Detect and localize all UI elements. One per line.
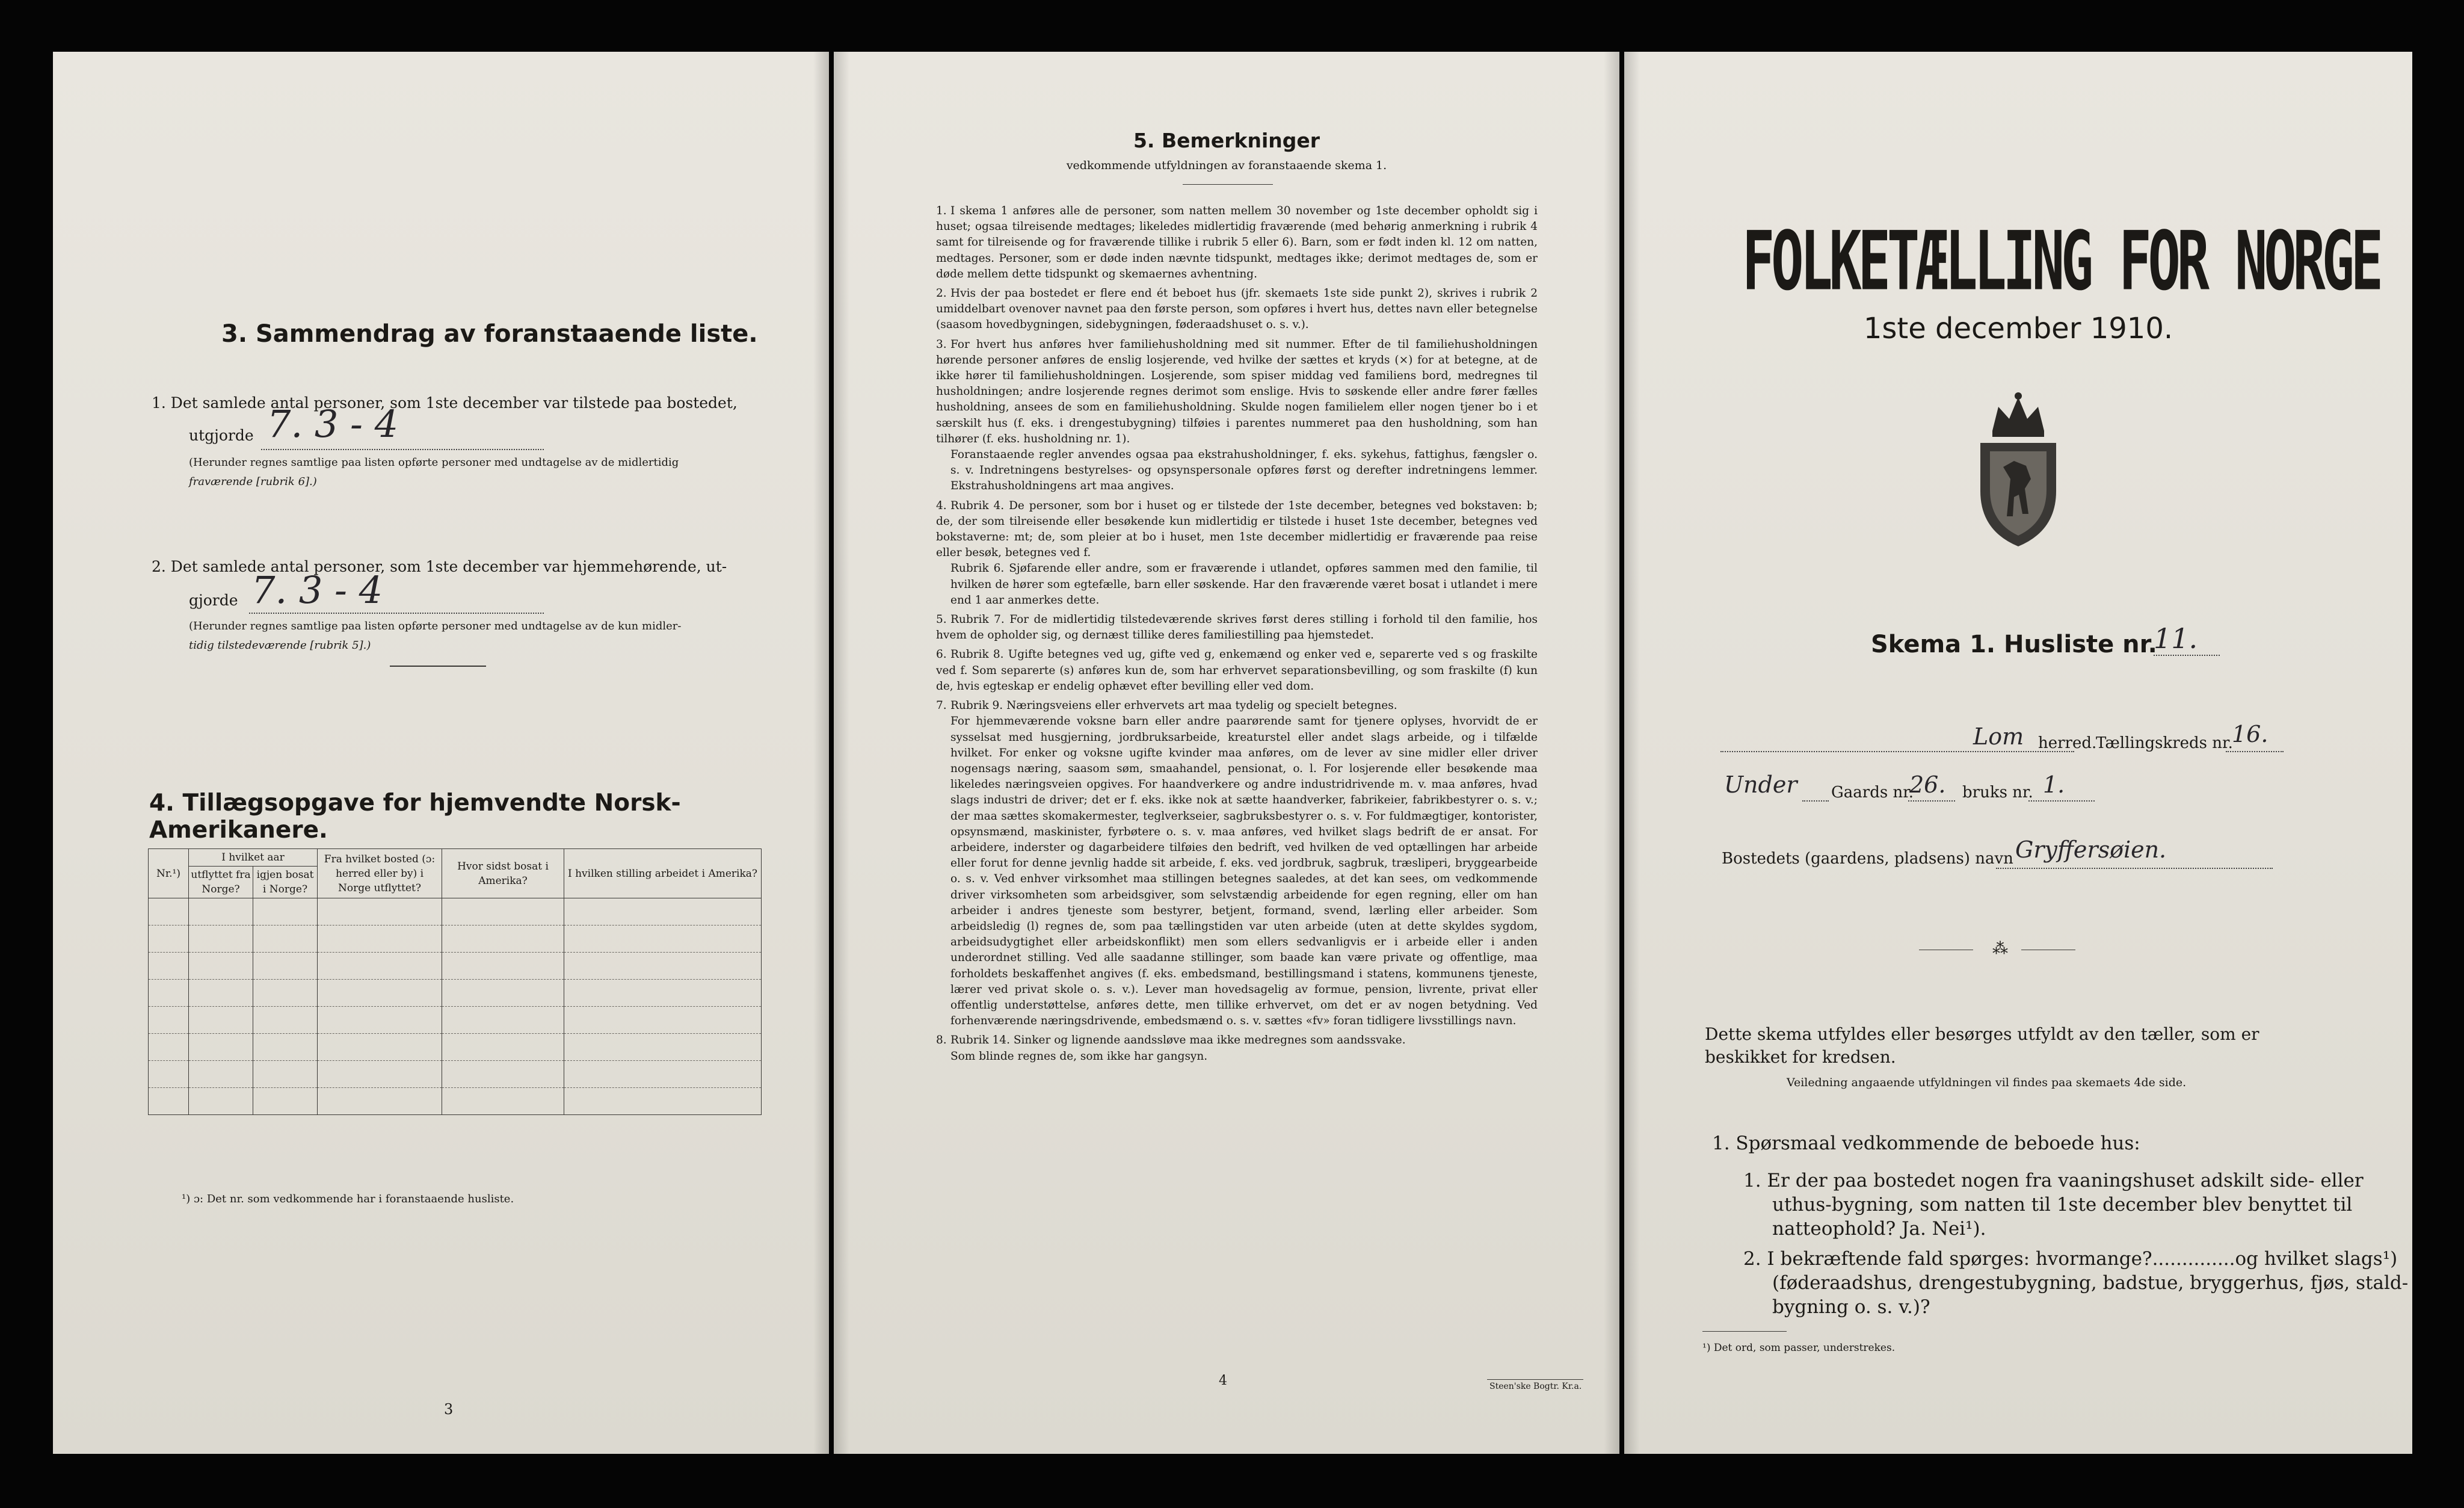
kreds-handwritten: 16. (2232, 721, 2268, 747)
page-fold-shadow-left (834, 52, 849, 1454)
remarks-subheading: vedkommende utfyldningen av foranstaaende skema 1. (1066, 159, 1387, 172)
herred-label: herred. (2038, 734, 2097, 752)
divider (1487, 1379, 1583, 1380)
col-emigrated: utflyttet fra Norge? (189, 867, 253, 898)
table-row (149, 898, 762, 926)
q1-note-line1: (Herunder regnes samtlige paa listen opførte personer med undtagelse av de midlertidig (189, 456, 679, 469)
census-title: FOLKETÆLLING FOR NORGE (1742, 214, 2380, 309)
q2-note-line2: tidig tilstedeværende [rubrik 5].) (189, 639, 371, 652)
bosted-answer-line (1996, 868, 2273, 869)
remark-item-7: 7. Rubrik 9. Næringsveiens eller erhvervets art maa tydelig og specielt betegnes. For hjemmeværende voksne barn eller andre paarørende samt for tjenere oplyses, hvorvidt de er sysselsat med husgjerning, jordbruksarbeide, kreaturstel eller andet slags arbeide, og i tilfælde hvilket. For enker og voksne ugifte kvinder maa anføres, om de lever av sine midler eller driver nogensags næring, saasom søm, smaahandel, pensionat, o. l. For losjerende eller besøkende maa likeledes næringsveien opgives. For haandverkere og andre industridrivende m. v. maa anføres, hvad slags industri de driver; det er f. eks. ikke nok at sætte haandverker, fabrikeier, fabrikbestyrer o. s. v.; der maa sættes skomakermester, teglverkseier, sagbruksbestyrer o. s. v. For fuldmægtiger, kontorister, opsynsmænd, maskinister, fyrbøtere o. s. v. maa anføres, ved hvilket slags bedrift de er ansat. For arbeidere, inderster og dagarbeidere tilføies den bedrift, ved hvilken de ved optællingen har arbeide eller forut for denne jevnlig hadde sit arbeide, f. eks. ved jordbruk, sagbruk, træsliperi, bryggearbeide o. s. v. Ved enhver virksomhet maa stillingen betegnes saaledes, at det kan sees, om vedkommende driver virksomheten som arbeidsgiver, som selvstændig arbeidende for egen regning, eller om han arbeider i andres tjeneste som bestyrer, betjent, formand, svend, lærling eller arbeider. Som arbeidsledig (l) regnes de, som paa tællingstiden var uten arbeide (uten at dette skyldes sygdom, arbeidsudygtighet eller arbeidskonflikt) men som ellers sedvanligvis er i arbeide eller i anden underordnet stilling. Ved alle saadanne stillinger, som baade kan være private og offentlige, maa forholdets beskaffenhet angives (f. eks. embedsmand, bestillingsmand i statens, kommunens tjeneste, lærer ved privat skole o. s. v.). Lever man hovedsagelig av formue, pension, livrente, privat eller offentlig understøttelse, anføres dette, men tillike erhvervet, om det er av nogen betydning. Ved forhenværende næringsdrivende, embedsmænd o. s. v. sættes «fv» foran tidligere livsstillings navn. (936, 699, 1538, 1028)
col-last-residence: Hvor sidst bosat i Amerika? (442, 849, 564, 898)
page-footnote: ¹) Det ord, som passer, understrekes. (1702, 1342, 1896, 1354)
section3-heading: 3. Sammendrag av foranstaaende liste. (221, 320, 758, 348)
remark-item-3: 3. For hvert hus anføres hver familiehusholdning med sit nummer. Efter de til familiehusholdningen hørende personer anføres de enslig losjerende, ved hvilke der sættes et kryds (×) for at betegne, at de ikke hører til familiehusholdningen. Losjerende, som spiser middag ved familiens bord, medregnes til husholdningen; andre losjerende regnes derimot som enslige. Hvis to søskende eller andre fører fælles husholdning, ansees de som en familiehusholdning. Skulde nogen familielem eller nogen tjener bo i et særskilt hus (f. eks. i drengestubygning) tilføies i parentes nummeret paa den husholdning, som han tilhører (f. eks. husholdning nr. 1). Foranstaaende regler anvendes ogsaa paa ekstrahusholdninger, f. eks. sykehus, fattighus, fængsler o. s. v. Indretningens bestyrelses- og opsynspersonale opføres først og derefter indretningens lemmer. Ekstrahusholdningens art maa angives. (936, 338, 1538, 493)
page-fold-shadow (813, 52, 829, 1454)
bruk-nr-handwritten: 1. (2043, 771, 2065, 798)
q1-note-line2: fraværende [rubrik 6].) (189, 475, 317, 488)
house-q2-line1: 2. I bekræftende fald spørges: hvormange?..............og hvilket slags¹) (1743, 1248, 2398, 1270)
house-q2-line3: bygning o. s. v.)? (1772, 1296, 1930, 1318)
intro-line1: Dette skema utfyldes eller besørges utfyldt av den tæller, som er (1705, 1024, 2259, 1044)
col-from-where: Fra hvilket bosted (ɔ: herred eller by) i Norge utflyttet? (318, 849, 442, 898)
q2-line1: 2. Det samlede antal personer, som 1ste december var hjemmehørende, ut- (152, 558, 727, 575)
gaard-answer-line (1802, 800, 1829, 802)
col-nr: Nr.¹) (149, 849, 189, 898)
table-row (149, 1061, 762, 1088)
q1-answer-line (261, 449, 544, 450)
table-row (149, 1034, 762, 1061)
table-row (149, 1007, 762, 1034)
skema-label: Skema 1. Husliste nr. (1871, 631, 2157, 658)
bruk-label: bruks nr. (1962, 783, 2033, 802)
remarks-heading: 5. Bemerkninger (1133, 129, 1320, 152)
table-footnote: ¹) ɔ: Det nr. som vedkommende har i foranstaaende husliste. (182, 1193, 514, 1205)
q2-answer-line (249, 613, 544, 614)
norsk-amerikanere-table (148, 848, 762, 1115)
page-fold-shadow (1624, 52, 1640, 1454)
house-q1-line3: natteophold? Ja. Nei¹). (1772, 1218, 1986, 1240)
census-date: 1ste december 1910. (1863, 312, 2173, 345)
gaard-label: Gaards nr. (1831, 783, 1914, 802)
table-row (149, 926, 762, 953)
table-row (149, 980, 762, 1007)
gaard-nr-line (1908, 800, 1955, 802)
q2-note-line1: (Herunder regnes samtlige paa listen opførte personer med undtagelse av de kun midler- (189, 620, 682, 632)
col-returned: igjen bosat i Norge? (253, 867, 318, 898)
page-number: 4 (1219, 1373, 1227, 1388)
divider (390, 666, 486, 667)
table-row (149, 953, 762, 980)
q1-line1: 1. Det samlede antal personer, som 1ste december var tilstede paa bostedet, (152, 394, 738, 412)
herred-handwritten: Lom (1973, 723, 2024, 750)
col-position: I hvilken stilling arbeidet i Amerika? (564, 849, 762, 898)
questions-heading: 1. Spørsmaal vedkommende de beboede hus: (1712, 1133, 2140, 1154)
q2-handwritten-answer: 7. 3 - 4 (251, 568, 383, 612)
page-number: 3 (444, 1401, 454, 1418)
printer-mark: Steen'ske Bogtr. Kr.a. (1489, 1382, 1582, 1391)
page-fold-shadow-right (1604, 52, 1619, 1454)
right-page (1624, 52, 2412, 1454)
remark-item-6: 6. Rubrik 8. Ugifte betegnes ved ug, gifte ved g, enkemænd og enker ved e, separerte ved s og fraskilte ved f. Som separerte (s) anføres kun de, som har erhvervet separationsbevilling, og som fraskilte (f) kun de, hvis egteskap er endelig ophævet efter bevilling eller ved dom. (936, 648, 1538, 693)
left-page (53, 52, 829, 1454)
q1-line2: utgjorde (189, 427, 254, 444)
intro-line2: beskikket for kredsen. (1705, 1047, 1896, 1067)
gaard-nr-handwritten: 26. (1909, 771, 1946, 798)
middle-page (834, 52, 1619, 1454)
house-q1-line1: 1. Er der paa bostedet nogen fra vaaningshuset adskilt side- eller (1743, 1170, 2364, 1191)
husliste-answer-line (2154, 655, 2220, 656)
husliste-handwritten: 11. (2154, 622, 2198, 655)
remarks-list (936, 203, 1538, 1068)
col-group-year: I hvilket aar (189, 849, 318, 867)
house-q1-line2: uthus-bygning, som natten til 1ste december blev benyttet til (1772, 1194, 2353, 1216)
bosted-label: Bostedets (gaardens, pladsens) navn (1722, 850, 2013, 868)
house-q2-line2: (føderaadshus, drengestubygning, badstue, bryggerhus, fjøs, stald- (1772, 1272, 2409, 1294)
gaard-handwritten: Under (1724, 771, 1797, 798)
kreds-label: Tællingskreds nr. (2096, 734, 2233, 752)
divider (1702, 1331, 1787, 1332)
veiledning-note: Veiledning angaaende utfyldningen vil findes paa skemaets 4de side. (1787, 1076, 2187, 1089)
remark-item-1: 1. I skema 1 anføres alle de personer, som natten mellem 30 november og 1ste december opholdt sig i huset; ogsaa tilreisende medtages; likeledes midlertidig fraværende (med behørig anmerkning i rubrik 4 samt for tilreisende og for fraværende tillike i rubrik 5 eller 6). Barn, som er født inden kl. 12 om natten, medtages. Personer, som er døde inden nævnte tidspunkt, medtages ikke; derimot medtages de, som er døde mellem dette tidspunkt og skemaernes avhentning. (936, 205, 1538, 280)
kreds-answer-line (2226, 751, 2284, 752)
bruk-nr-line (2028, 800, 2095, 802)
divider (1183, 184, 1273, 185)
section4-heading: 4. Tillægsopgave for hjemvendte Norsk-Amerikanere. (149, 790, 681, 844)
ornament-icon: ⁂ (1992, 940, 2008, 958)
table-row (149, 1088, 762, 1115)
herred-answer-line (1720, 751, 2074, 752)
q2-line2: gjorde (189, 592, 238, 609)
bosted-handwritten: Gryffersøien. (2015, 836, 2167, 863)
remark-item-4: 4. Rubrik 4. De personer, som bor i huset og er tilstede der 1ste december, betegnes ved bokstaven: b; de, der som tilreisende eller besøkende kun midlertidig er tilstede i huset 1ste december, betegnes ved bokstaverne: mt; de, som pleier at bo i huset, men 1ste december midlertidig er fraværende paa reise eller besøk, betegnes ved f. Rubrik 6. Sjøfarende eller andre, som er fraværende i utlandet, opføres sammen med den familie, til hvilken de hører som egtefælle, barn eller søskende. Har den fraværende været bosat i utlandet i mere end 1 aar anmerkes dette. (936, 499, 1538, 607)
remark-item-5: 5. Rubrik 7. For de midlertidig tilstedeværende skrives først deres stilling i forhold til den familie, hos hvem de opholder sig, og dernæst tillike deres familiestilling paa hjemstedet. (936, 613, 1538, 642)
norway-coat-of-arms-icon (1968, 389, 2068, 551)
q1-handwritten-answer: 7. 3 - 4 (267, 402, 399, 446)
remark-item-2: 2. Hvis der paa bostedet er flere end ét beboet hus (jfr. skemaets 1ste side punkt 2), skrives i rubrik 2 umiddelbart ovenover navnet paa den første person, som opføres i hvert hus, dettes navn eller betegnelse (saasom hovedbygningen, sidebygningen, føderaadshuset o. s. v.). (936, 287, 1538, 332)
remark-item-8: 8. Rubrik 14. Sinker og lignende aandssløve maa ikke medregnes som aandssvake. Som blinde regnes de, som ikke har gangsyn. (936, 1034, 1406, 1063)
